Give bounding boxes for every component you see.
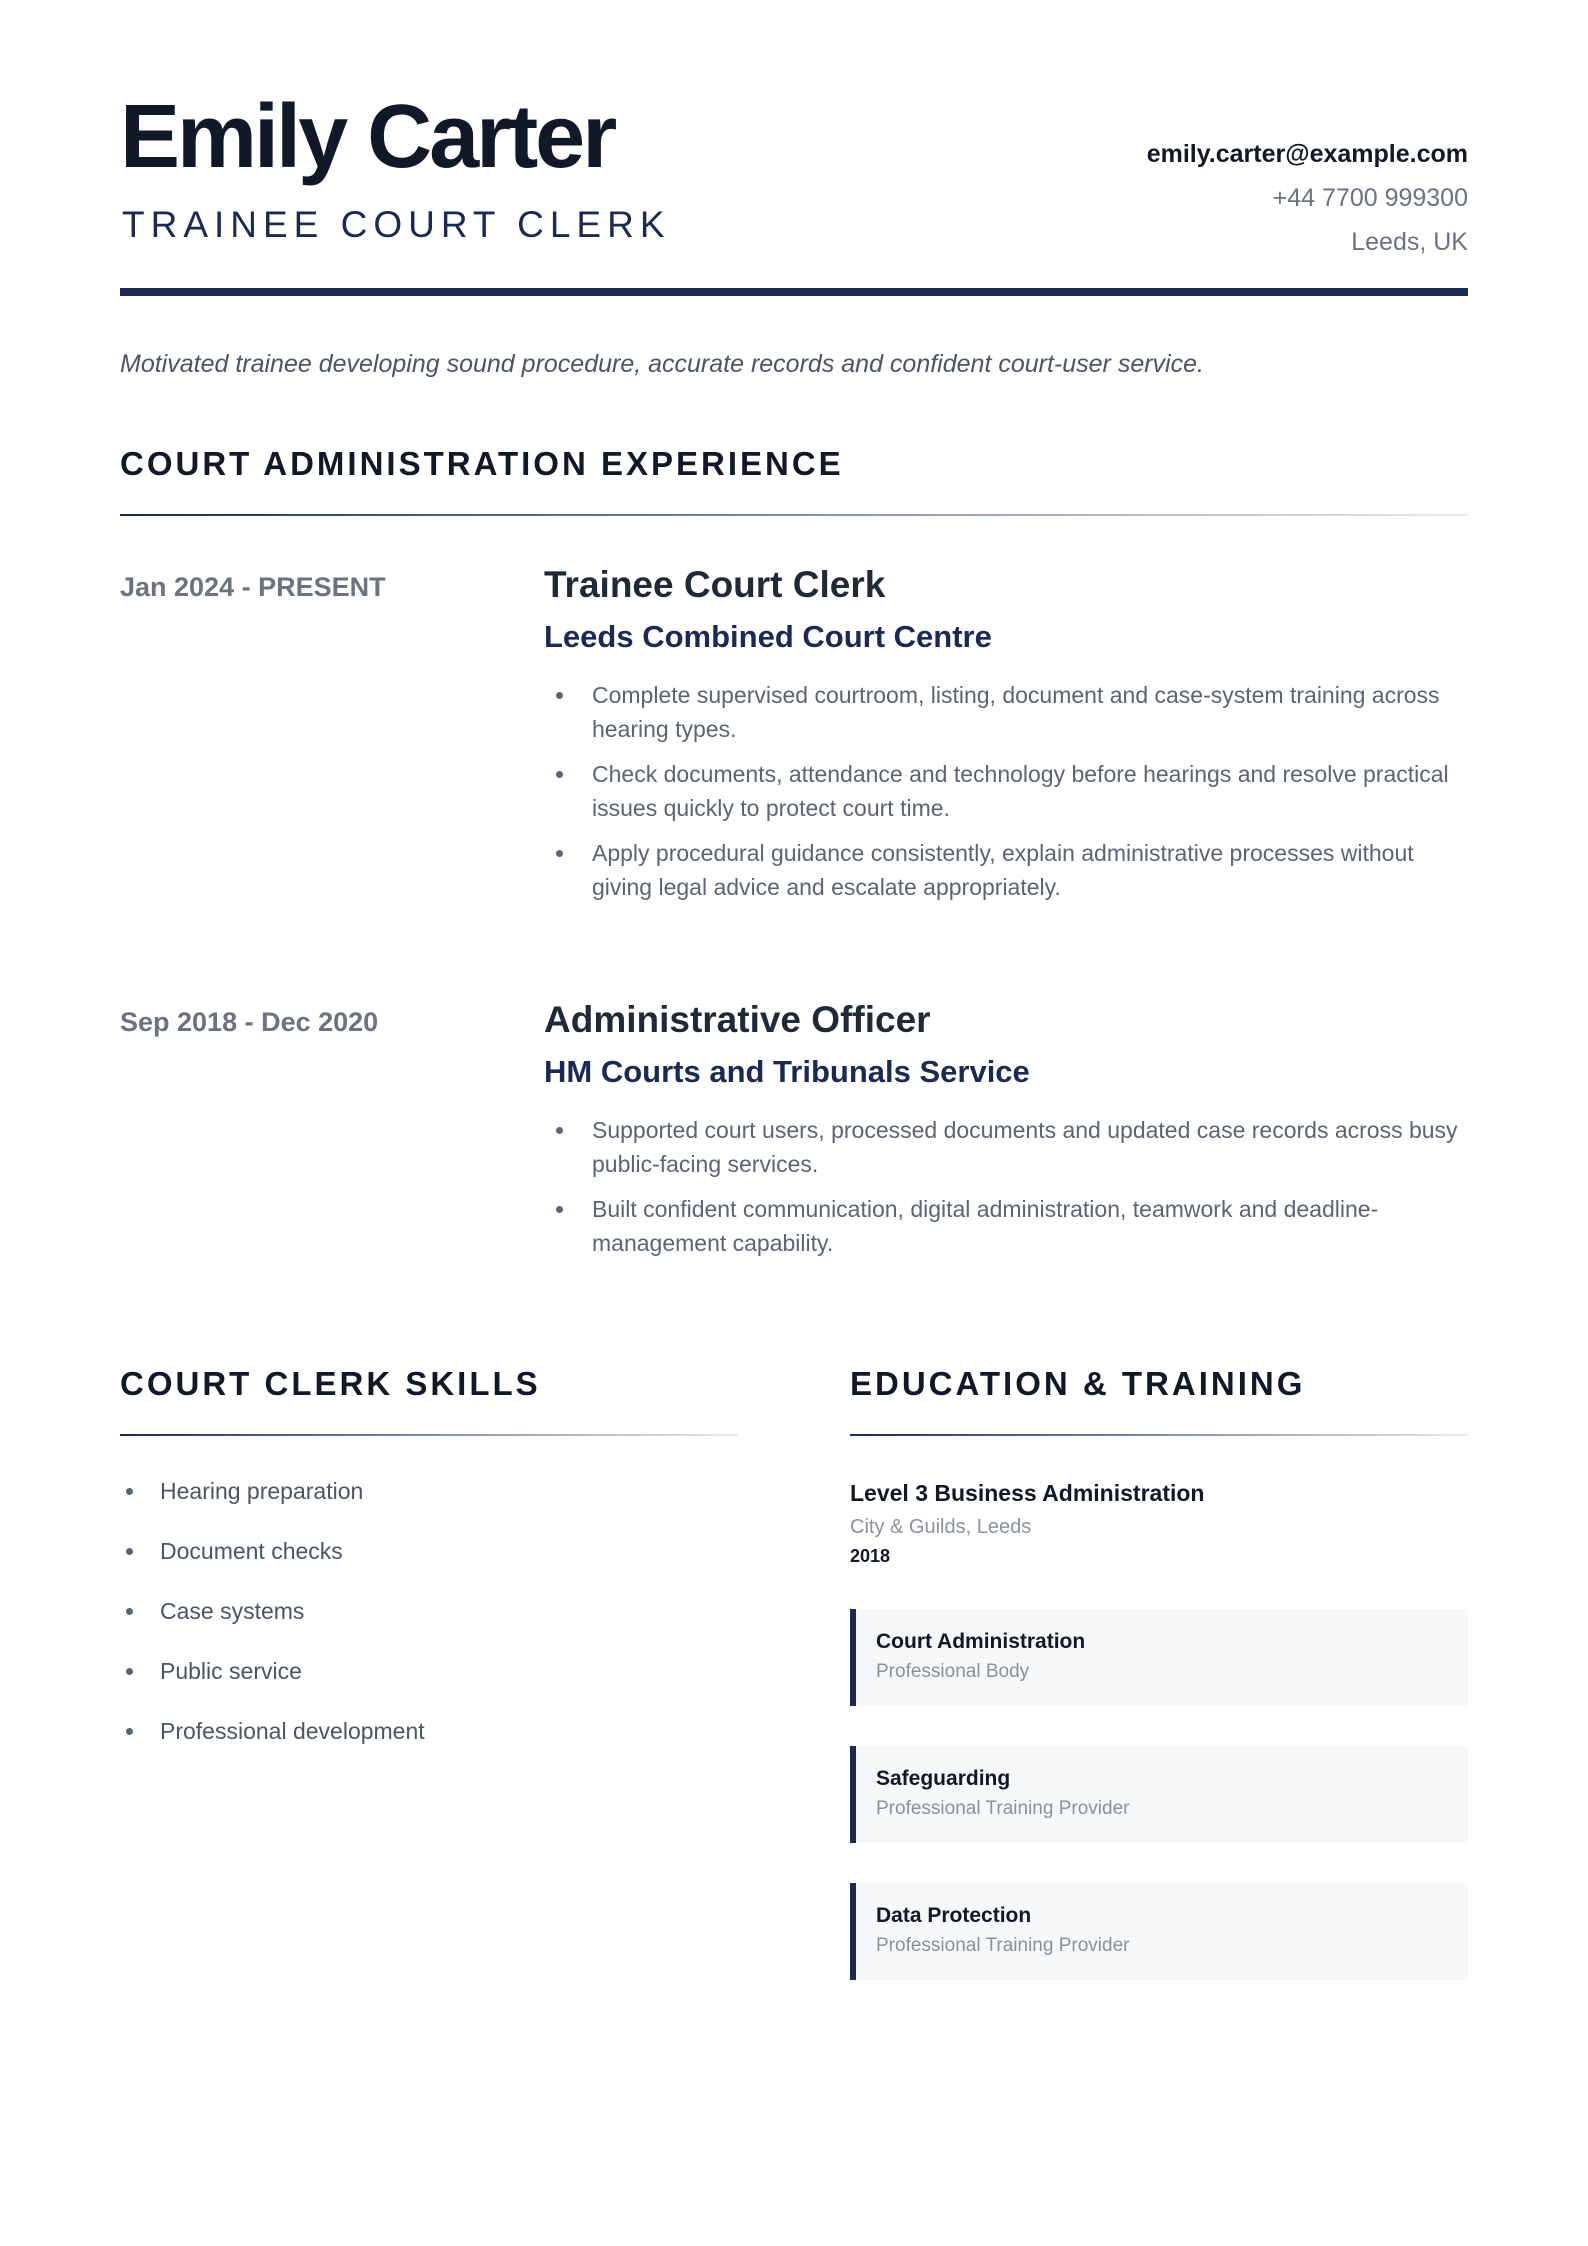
skills-heading: COURT CLERK SKILLS	[120, 1364, 541, 1402]
summary-text: Motivated trainee developing sound procedure, accurate records and confident court-user service.	[120, 350, 1204, 378]
education-divider	[850, 1434, 1468, 1436]
certification-name: Court Administration	[876, 1629, 1086, 1653]
education-section	[850, 1364, 1468, 1980]
candidate-title: TRAINEE COURT CLERK	[122, 204, 671, 245]
contact-phone: +44 7700 999300	[1272, 184, 1468, 212]
skill-item: Public service	[120, 1656, 738, 1686]
resume-header	[120, 0, 1468, 296]
skill-item: Hearing preparation	[120, 1476, 738, 1506]
education-heading: EDUCATION & TRAINING	[850, 1364, 1306, 1402]
skill-item: Professional development	[120, 1716, 738, 1746]
job-dates: Sep 2018 - Dec 2020	[120, 1006, 379, 1037]
skill-item: Case systems	[120, 1596, 738, 1626]
job-details	[544, 563, 1468, 915]
skills-divider	[120, 1434, 738, 1436]
job-bullet: Apply procedural guidance consistently, explain administrative processes without giving legal advice and escalate appropriately.	[544, 836, 1468, 904]
job-dates: Jan 2024 - PRESENT	[120, 571, 386, 602]
certification-name: Safeguarding	[876, 1766, 1011, 1790]
job-bullet: Complete supervised courtroom, listing, document and case-system training across hearing types.	[544, 678, 1468, 746]
certification-card	[850, 1746, 1468, 1843]
contact-block	[1147, 132, 1468, 264]
certification-provider: Professional Training Provider	[876, 1797, 1130, 1819]
education-year: 2018	[850, 1545, 891, 1566]
header-divider	[120, 288, 1468, 296]
job-company: HM Courts and Tribunals Service	[544, 1053, 1030, 1089]
contact-email[interactable]: emily.carter@example.com	[1146, 140, 1468, 168]
job-bullet: Supported court users, processed documents and updated case records across busy public-facing services.	[544, 1113, 1468, 1181]
candidate-name: Emily Carter	[120, 87, 615, 187]
education-school: City & Guilds, Leeds	[850, 1515, 1032, 1538]
job-title: Administrative Officer	[544, 998, 931, 1040]
job-bullets	[544, 678, 1468, 904]
skills-section	[120, 1364, 738, 1980]
experience-divider	[120, 514, 1468, 516]
certification-name: Data Protection	[876, 1903, 1032, 1927]
contact-location: Leeds, UK	[1351, 228, 1468, 256]
education-degree: Level 3 Business Administration	[850, 1479, 1205, 1506]
skills-list	[120, 1476, 738, 1746]
certification-card	[850, 1883, 1468, 1980]
job-bullet: Check documents, attendance and technology before hearings and resolve practical issues quickly to protect court time.	[544, 757, 1468, 825]
certification-provider: Professional Training Provider	[876, 1934, 1130, 1956]
certification-provider: Professional Body	[876, 1660, 1030, 1682]
experience-heading: COURT ADMINISTRATION EXPERIENCE	[120, 444, 844, 482]
education-entry	[850, 1479, 1468, 1566]
experience-section	[120, 444, 1468, 1271]
lower-columns	[120, 1364, 1468, 1980]
job-entry	[120, 563, 1468, 915]
job-entry	[120, 998, 1468, 1271]
certification-card	[850, 1609, 1468, 1706]
job-details	[544, 998, 1468, 1271]
job-bullets	[544, 1113, 1468, 1260]
job-bullet: Built confident communication, digital administration, teamwork and deadline-management capability.	[544, 1192, 1468, 1260]
job-company: Leeds Combined Court Centre	[544, 618, 992, 654]
job-title: Trainee Court Clerk	[544, 563, 886, 605]
skill-item: Document checks	[120, 1536, 738, 1566]
